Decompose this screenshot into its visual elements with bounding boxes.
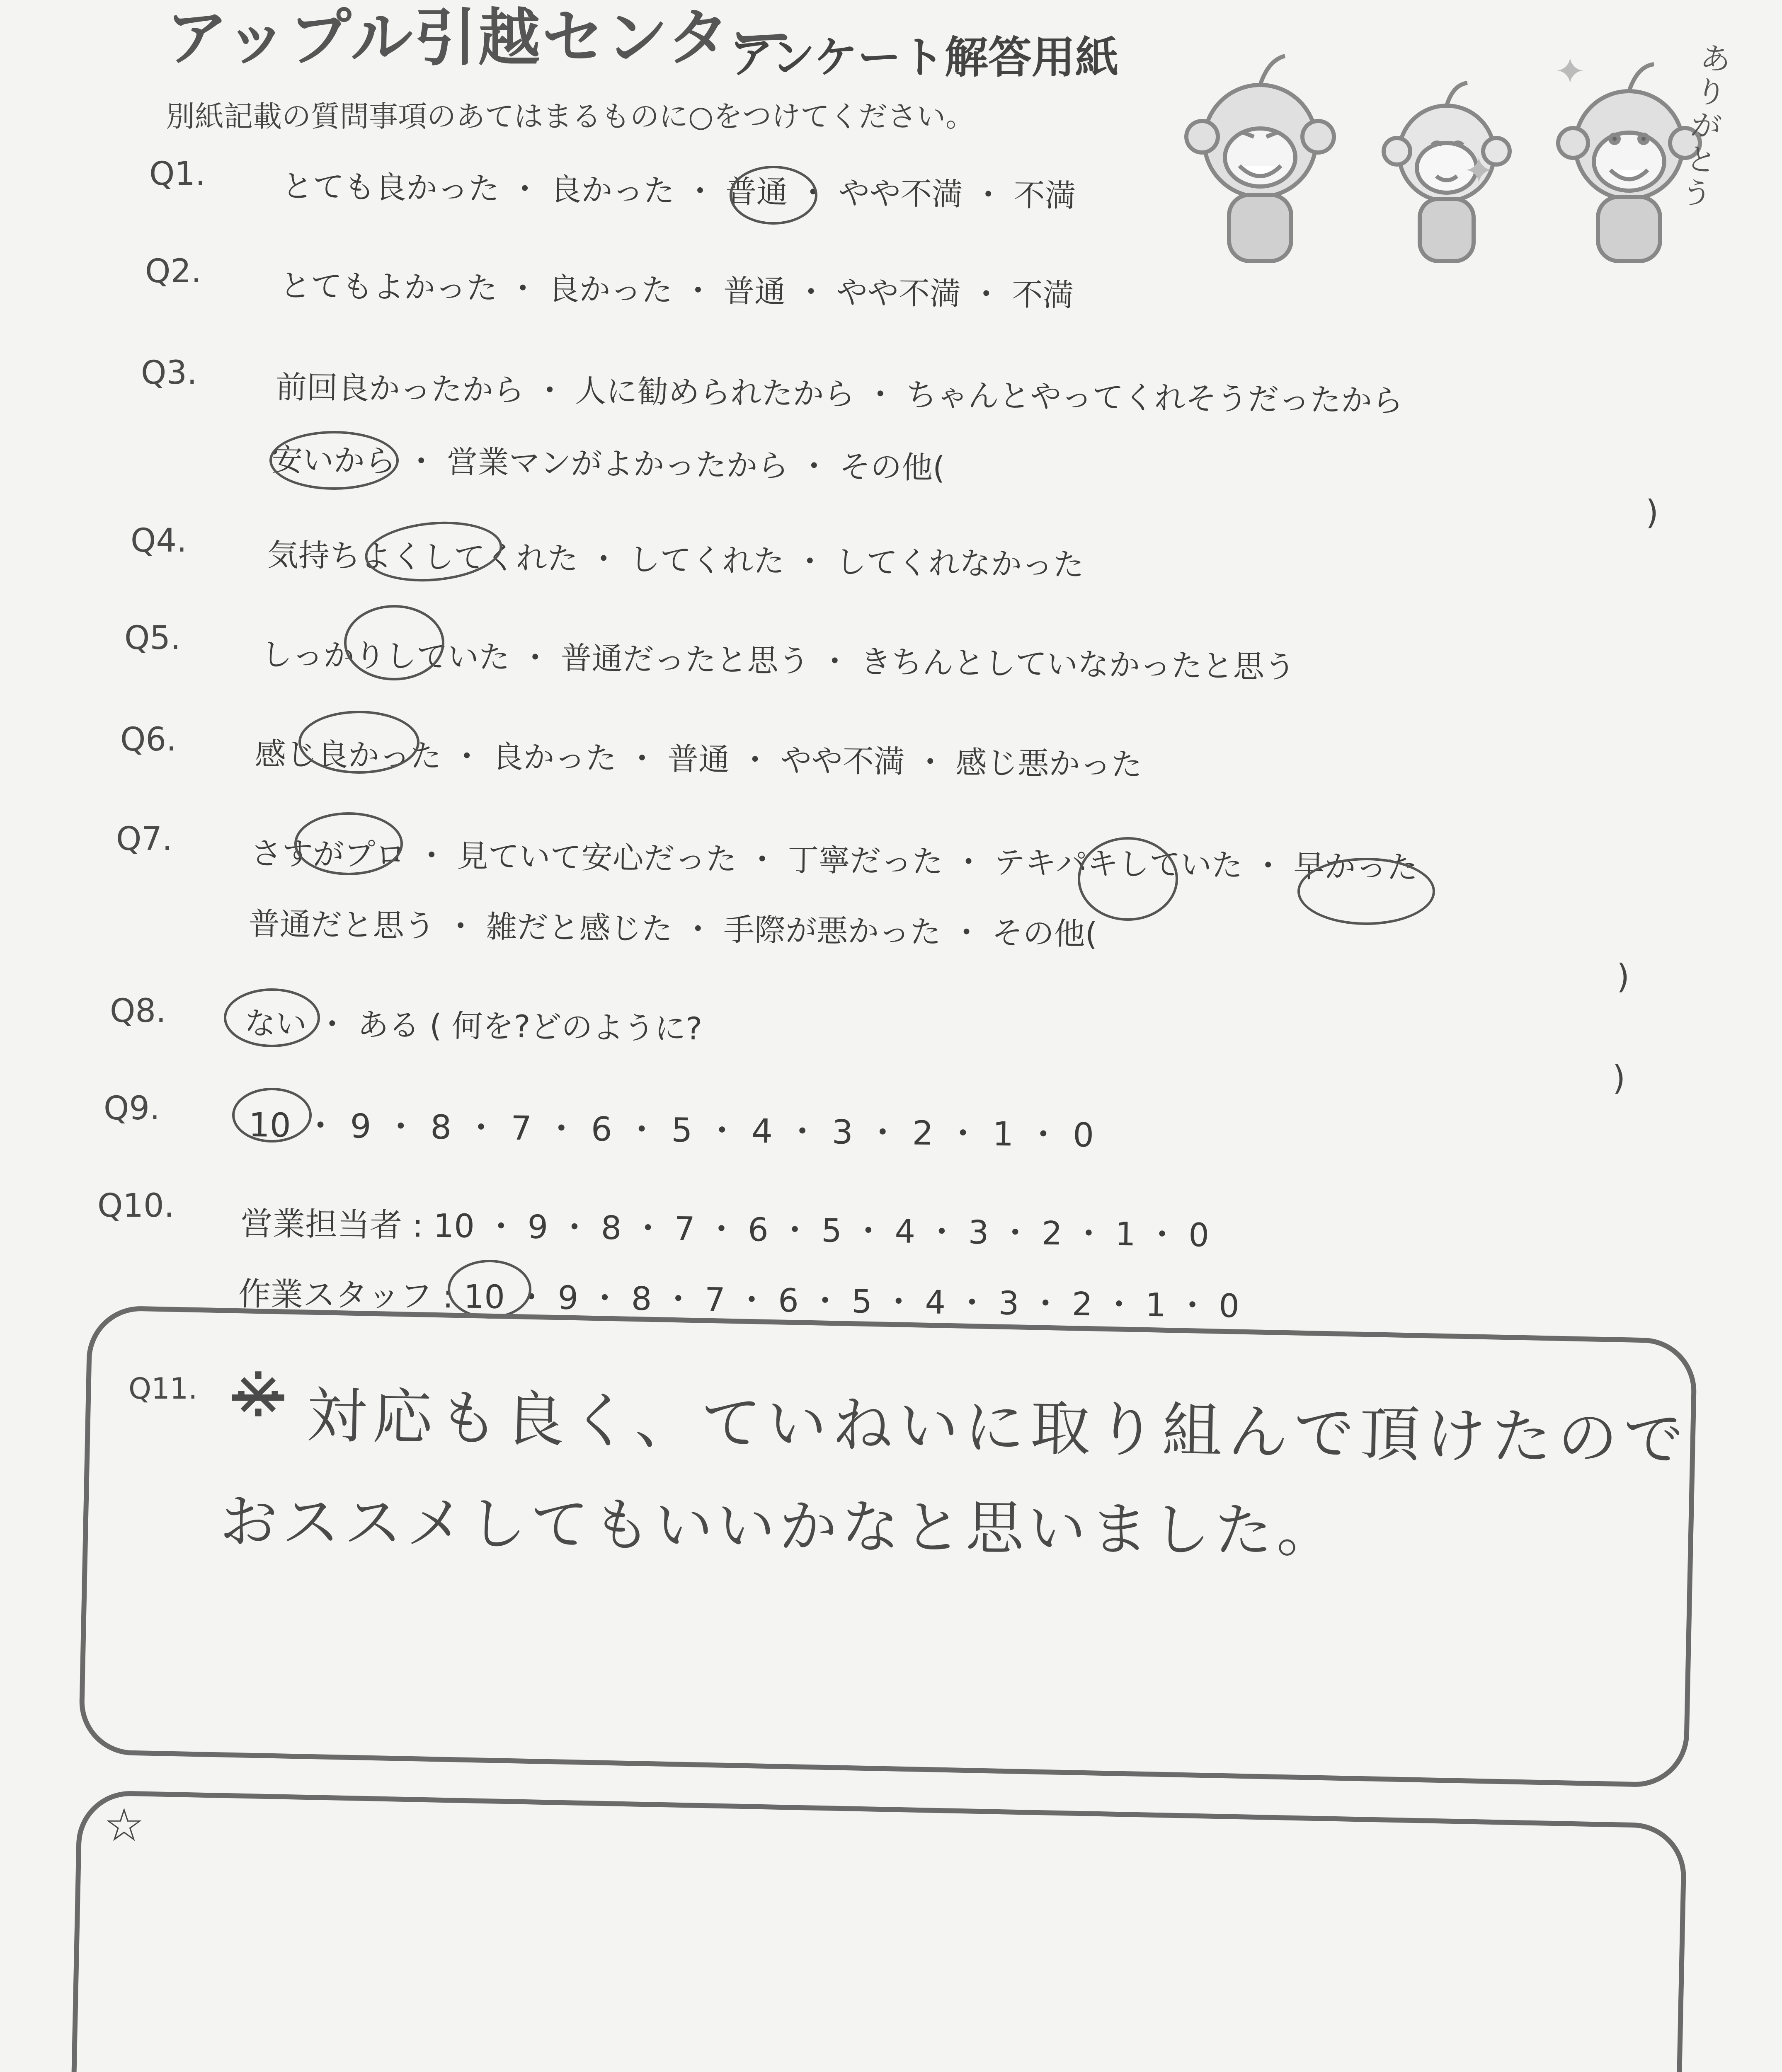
answer-circle-q8 xyxy=(224,988,320,1047)
q9-scale: 10 ・ 9 ・ 8 ・ 7 ・ 6 ・ 5 ・ 4 ・ 3 ・ 2 ・ 1 ・ 0 xyxy=(248,1106,1094,1155)
q7-label: Q7. xyxy=(116,821,172,858)
answer-circle-q9 xyxy=(232,1088,312,1143)
q2-options: とてもよかった ・ 良かった ・ 普通 ・ やや不満 ・ 不満 xyxy=(279,267,1074,314)
brand-title: アップル引越センター xyxy=(166,2,795,74)
q3-options-line1: 前回良かったから ・ 人に勧められたから ・ ちゃんとやってくれそうだったから xyxy=(275,369,1404,419)
q11-label: Q11. xyxy=(128,1372,198,1406)
q3-closing-paren: ) xyxy=(1646,493,1659,532)
star-icon: ☆ xyxy=(104,1798,145,1852)
sparkle-icon: ✦ xyxy=(1554,50,1586,93)
q5-options: しっかりしていた ・ 普通だったと思う ・ きちんとしていなかったと思う xyxy=(261,636,1296,685)
monkey-mascots-icon xyxy=(1181,33,1720,265)
q10-staff-scale: 作業スタッフ : 10 ・ 9 ・ 8 ・ 7 ・ 6 ・ 5 ・ 4 ・ 3 ・ 2 ・ 1 ・ 0 xyxy=(238,1276,1240,1325)
q11-mark: ※ xyxy=(232,1359,284,1431)
mascot-thanks-text: ありがとう xyxy=(1679,39,1733,213)
q3-label: Q3. xyxy=(141,354,197,392)
q9-label: Q9. xyxy=(104,1090,160,1127)
answer-circle-q7-pro xyxy=(294,812,403,875)
q10-label: Q10. xyxy=(97,1187,175,1225)
q7-closing-paren: ) xyxy=(1617,957,1630,996)
q4-label: Q4. xyxy=(131,522,187,559)
mascot-illustration xyxy=(1181,33,1733,265)
q1-label: Q1. xyxy=(149,155,206,193)
q4-options: 気持ちよくしてくれた ・ してくれた ・ してくれなかった xyxy=(267,537,1084,583)
answer-circle-q7-tekipaki xyxy=(1078,837,1178,921)
q11-answer-line2: おススメしてもいいかなと思いました。 xyxy=(219,1488,1339,1566)
q7-options-line1: さすがプロ ・ 見ていて安心だった ・ 丁寧だった ・ テキパキしていた ・ 早かった xyxy=(250,835,1418,886)
answer-circle-q3 xyxy=(269,431,399,490)
answer-circle-q1 xyxy=(730,166,817,225)
q6-label: Q6. xyxy=(120,721,177,758)
answer-circle-q5 xyxy=(344,605,444,680)
q10-sales-scale: 営業担当者 : 10 ・ 9 ・ 8 ・ 7 ・ 6 ・ 5 ・ 4 ・ 3 ・ 2 ・ 1 ・ 0 xyxy=(240,1205,1210,1254)
q2-label: Q2. xyxy=(145,253,201,290)
q8-closing-paren: ) xyxy=(1612,1059,1626,1097)
q7-options-line2: 普通だと思う ・ 雑だと感じた ・ 手際が悪かった ・ その他( xyxy=(248,905,1098,953)
form-subtitle: アンケート解答用紙 xyxy=(730,32,1119,83)
sparkle-icon: ✦ xyxy=(1463,149,1495,193)
q5-label: Q5. xyxy=(124,620,181,657)
instruction-text: 別紙記載の質問事項のあてはまるものに○をつけてください。 xyxy=(166,99,975,133)
q3-options-line2: 安いから ・ 営業マンがよかったから ・ その他( xyxy=(271,441,945,486)
answer-circle-q10-staff xyxy=(448,1260,531,1319)
answer-circle-q6 xyxy=(298,711,419,774)
q1-options: とても良かった ・ 良かった ・ 普通 ・ やや不満 ・ 不満 xyxy=(281,168,1076,214)
q6-options: 感じ良かった ・ 良かった ・ 普通 ・ やや不満 ・ 感じ悪かった xyxy=(255,736,1143,783)
q8-label: Q8. xyxy=(110,992,166,1030)
answer-circle-q7-fast xyxy=(1297,858,1435,925)
q8-options: ない ・ ある ( 何を?どのように? xyxy=(244,1005,703,1047)
star-comment-box xyxy=(68,1790,1687,2072)
q11-answer-line1: 対応も良く、ていねいに取り組んで頂けたので xyxy=(306,1381,1690,1475)
